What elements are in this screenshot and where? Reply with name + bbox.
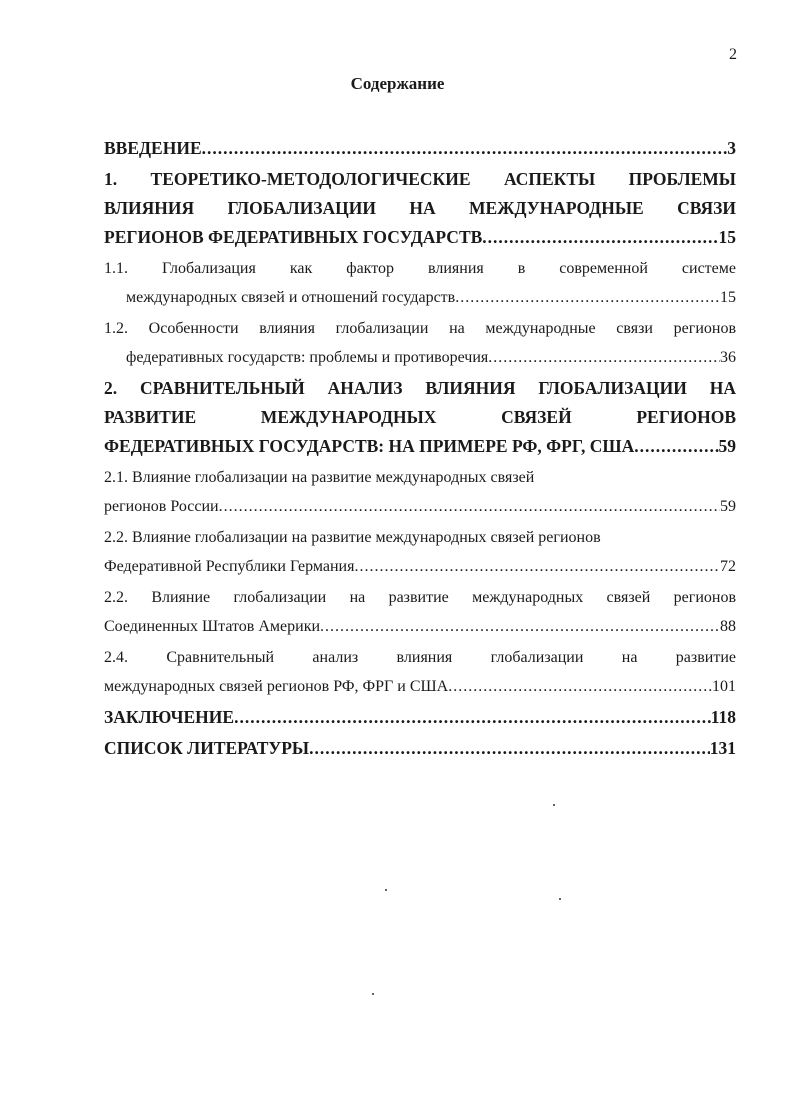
page-number: 2 — [729, 46, 737, 63]
toc-entry-chapter-2[interactable] — [104, 374, 736, 461]
table-of-contents — [104, 134, 736, 763]
toc-entry-conclusion[interactable] — [104, 703, 736, 732]
entry-label: СПИСОК ЛИТЕРАТУРЫ — [104, 738, 310, 758]
entry-line: 2.4. Сравнительный анализ влияния глобализации на развитие — [104, 649, 736, 666]
entry-page: 131 — [709, 738, 736, 758]
toc-entry-section-2-2[interactable] — [104, 523, 736, 581]
entry-line: 2.1. Влияние глобализации на развитие международных связей — [104, 469, 535, 486]
entry-page: 59 — [720, 498, 736, 515]
leader-dots — [320, 612, 720, 641]
entry-line: Соединенных Штатов Америки — [104, 618, 321, 635]
entry-line: федеративных государств: проблемы и противоречия — [126, 349, 489, 366]
leader-dots — [202, 134, 728, 163]
entry-page: 72 — [720, 558, 736, 575]
scan-speck — [559, 898, 561, 900]
leader-dots — [482, 223, 718, 252]
entry-page: 15 — [718, 227, 736, 247]
entry-line: 1. ТЕОРЕТИКО-МЕТОДОЛОГИЧЕСКИЕ АСПЕКТЫ ПРОБЛЕМЫ — [104, 169, 736, 189]
leader-dots — [455, 283, 720, 312]
leader-dots — [448, 672, 712, 701]
entry-line: международных связей регионов РФ, ФРГ и США — [104, 678, 449, 695]
entry-page: 118 — [710, 707, 736, 727]
toc-entry-section-2-1[interactable] — [104, 463, 736, 521]
toc-entry-section-1-2[interactable] — [104, 314, 736, 372]
entry-line: 2.2. Влияние глобализации на развитие международных связей регионов — [104, 529, 601, 546]
leader-dots — [488, 343, 720, 372]
entry-line: международных связей и отношений государств — [126, 289, 456, 306]
entry-page: 15 — [720, 289, 736, 306]
leader-dots — [634, 432, 718, 461]
entry-line: 1.2. Особенности влияния глобализации на международные связи регионов — [104, 320, 736, 337]
toc-entry-section-2-4[interactable] — [104, 643, 736, 701]
entry-page: 36 — [720, 349, 736, 366]
entry-line: ВЛИЯНИЯ ГЛОБАЛИЗАЦИИ НА МЕЖДУНАРОДНЫЕ СВЯЗИ — [104, 198, 736, 218]
entry-line: Федеративной Республики Германия — [104, 558, 355, 575]
entry-line: 2. СРАВНИТЕЛЬНЫЙ АНАЛИЗ ВЛИЯНИЯ ГЛОБАЛИЗАЦИИ НА — [104, 378, 736, 398]
leader-dots — [354, 552, 720, 581]
entry-line: 1.1. Глобализация как фактор влияния в современной системе — [104, 260, 736, 277]
toc-entry-introduction[interactable] — [104, 134, 736, 163]
entry-page: 88 — [720, 618, 736, 635]
scan-speck — [372, 993, 374, 995]
entry-line: РАЗВИТИЕ МЕЖДУНАРОДНЫХ СВЯЗЕЙ РЕГИОНОВ — [104, 407, 736, 427]
entry-line: регионов России — [104, 498, 219, 515]
toc-entry-section-1-1[interactable] — [104, 254, 736, 312]
leader-dots — [219, 492, 720, 521]
toc-title: Содержание — [350, 74, 445, 93]
entry-label: ЗАКЛЮЧЕНИЕ — [104, 707, 235, 727]
scan-speck — [553, 804, 555, 806]
toc-entry-references[interactable] — [104, 734, 736, 763]
entry-page: 101 — [712, 678, 736, 695]
toc-entry-chapter-1[interactable] — [104, 165, 736, 252]
entry-line: 2.2. Влияние глобализации на развитие международных связей регионов — [104, 589, 736, 606]
leader-dots — [309, 734, 710, 763]
scan-speck — [385, 889, 387, 891]
entry-label: ВВЕДЕНИЕ — [104, 138, 202, 158]
entry-page: 3 — [727, 138, 736, 158]
entry-line: ФЕДЕРАТИВНЫХ ГОСУДАРСТВ: НА ПРИМЕРЕ РФ, ФРГ, США — [104, 436, 635, 456]
toc-entry-section-2-3[interactable] — [104, 583, 736, 641]
entry-page: 59 — [718, 436, 736, 456]
leader-dots — [234, 703, 711, 732]
entry-line: РЕГИОНОВ ФЕДЕРАТИВНЫХ ГОСУДАРСТВ — [104, 227, 483, 247]
